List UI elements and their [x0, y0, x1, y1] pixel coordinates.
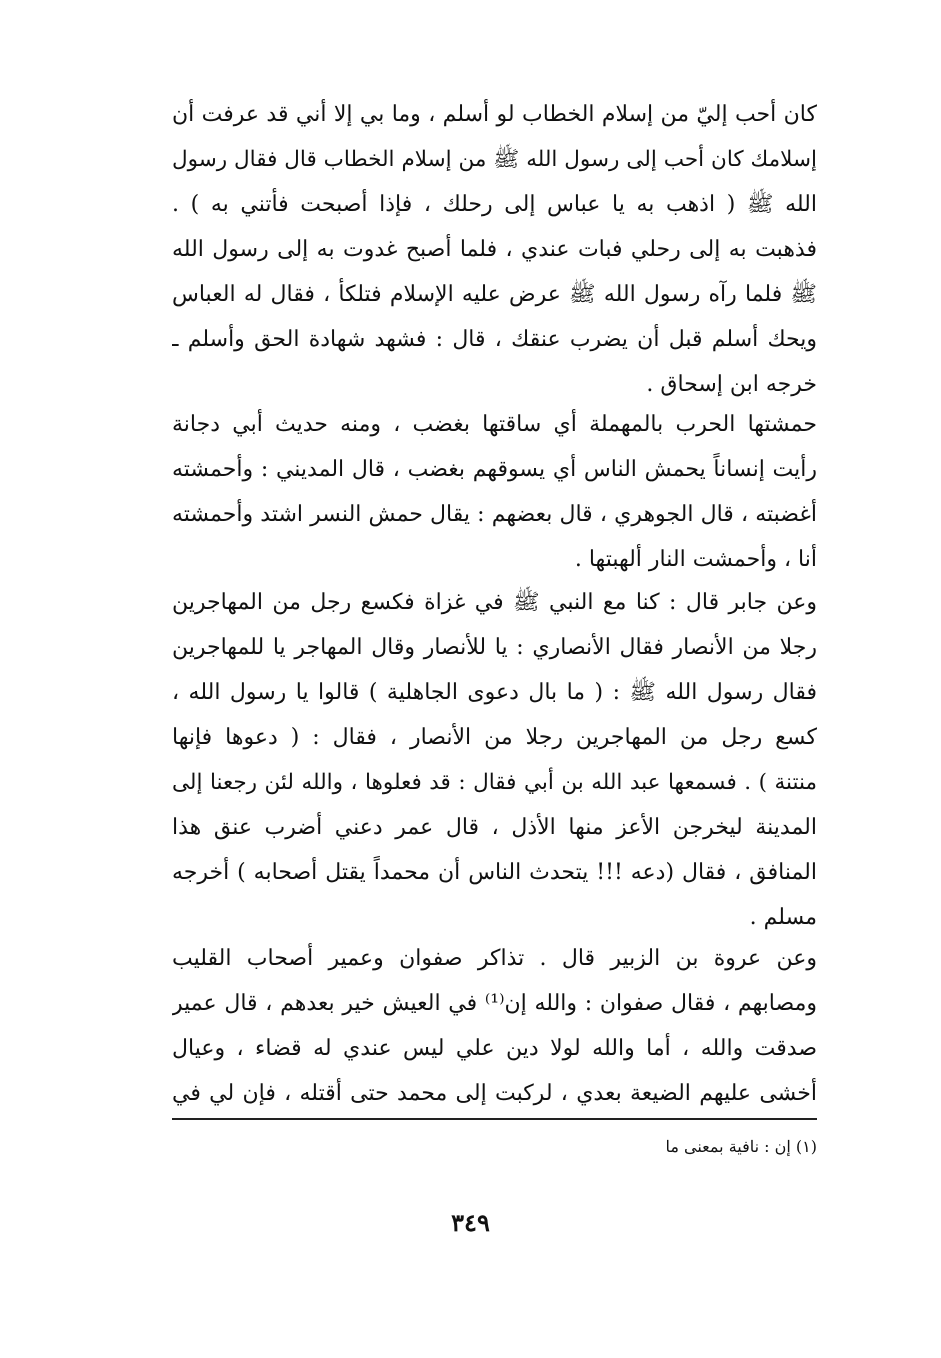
text-line: كسع رجل من المهاجرين رجلا من الأنصار ، فقال : ( دعوها فإنها: [172, 725, 817, 750]
text-line: المدينة ليخرجن الأعز منها الأذل ، قال عمر دعني أضرب عنق هذا: [172, 815, 817, 840]
text-line: ويحك أسلم قبل أن يضرب عنقك ، قال : فشهد شهادة الحق وأسلم ـ: [172, 327, 817, 352]
text-line: صدقت والله ، أما والله لولا دين علي ليس عندي له قضاء ، وعيال: [172, 1036, 817, 1061]
paragraph-4: [172, 936, 817, 1116]
footnote-divider: [172, 1118, 817, 1120]
text-line: خرجه ابن إسحاق .: [646, 372, 817, 397]
text-line: منتنة ) . فسمعها عبد الله بن أبي فقال : قد فعلوها ، والله لئن رجعنا إلى: [172, 770, 817, 795]
text-line: رأيت إنساناً يحمش الناس أي يسوقهم بغضب ، قال المديني : وأحمشته: [172, 457, 817, 482]
text-line: رجلا من الأنصار فقال الأنصاري : يا للأنصار وقال المهاجر يا للمهاجرين: [172, 635, 817, 660]
text-line: كان أحب إليّ من إسلام الخطاب لو أسلم ، وما بي إلا أني قد عرفت أن: [172, 102, 817, 127]
text-line: حمشتها الحرب بالمهملة أي ساقتها بغضب ، ومنه حديث أبي دجانة: [172, 412, 817, 437]
text-line: أنا ، وأحمشت النار ألهبتها .: [574, 547, 817, 572]
text-line: إسلامك كان أحب إلى رسول الله ﷺ من إسلام الخطاب قال فقال رسول: [172, 147, 817, 172]
text-line: أخشى عليهم الضيعة بعدي ، لركبت إلى محمد حتى أقتله ، فإن لي في: [172, 1081, 817, 1106]
text-line: مسلم .: [749, 905, 817, 930]
text-line: فقال رسول الله ﷺ : ( ما بال دعوى الجاهلية ) قالوا يا رسول الله ،: [172, 680, 817, 705]
footnote: (١) إن : نافية بمعنى ما: [665, 1137, 817, 1156]
page-number: ٣٤٩: [451, 1208, 490, 1237]
text-line: وعن عروة بن الزبير قال . تذاكر صفوان وعمير أصحاب القليب: [172, 946, 817, 971]
text-line: ومصابهم ، فقال صفوان : والله إن⁽¹⁾ في العيش خير بعدهم ، قال عمير: [172, 991, 817, 1016]
text-line: فذهبت به إلى رحلي فبات عندي ، فلما أصبح غدوت به إلى رسول الله: [172, 237, 817, 262]
paragraph-3: [172, 580, 817, 940]
text-line: الله ﷺ ( اذهب به يا عباس إلى رحلك ، فإذا أصبحت فأتني به ) .: [172, 192, 817, 217]
text-line: وعن جابر قال : كنا مع النبي ﷺ في غزاة فكسع رجل من المهاجرين: [172, 590, 817, 615]
text-line: أغضبته ، قال الجوهري ، قال بعضهم : يقال حمش النسر اشتد وأحمشته: [172, 502, 817, 527]
text-line: المنافق ، فقال (دعه !!! يتحدث الناس أن محمداً يقتل أصحابه ) أخرجه: [172, 860, 817, 885]
text-line: ﷺ فلما رآه رسول الله ﷺ عرض عليه الإسلام فتلكأ ، فقال له العباس: [172, 282, 817, 307]
paragraph-1: [172, 92, 817, 407]
paragraph-2: [172, 402, 817, 582]
